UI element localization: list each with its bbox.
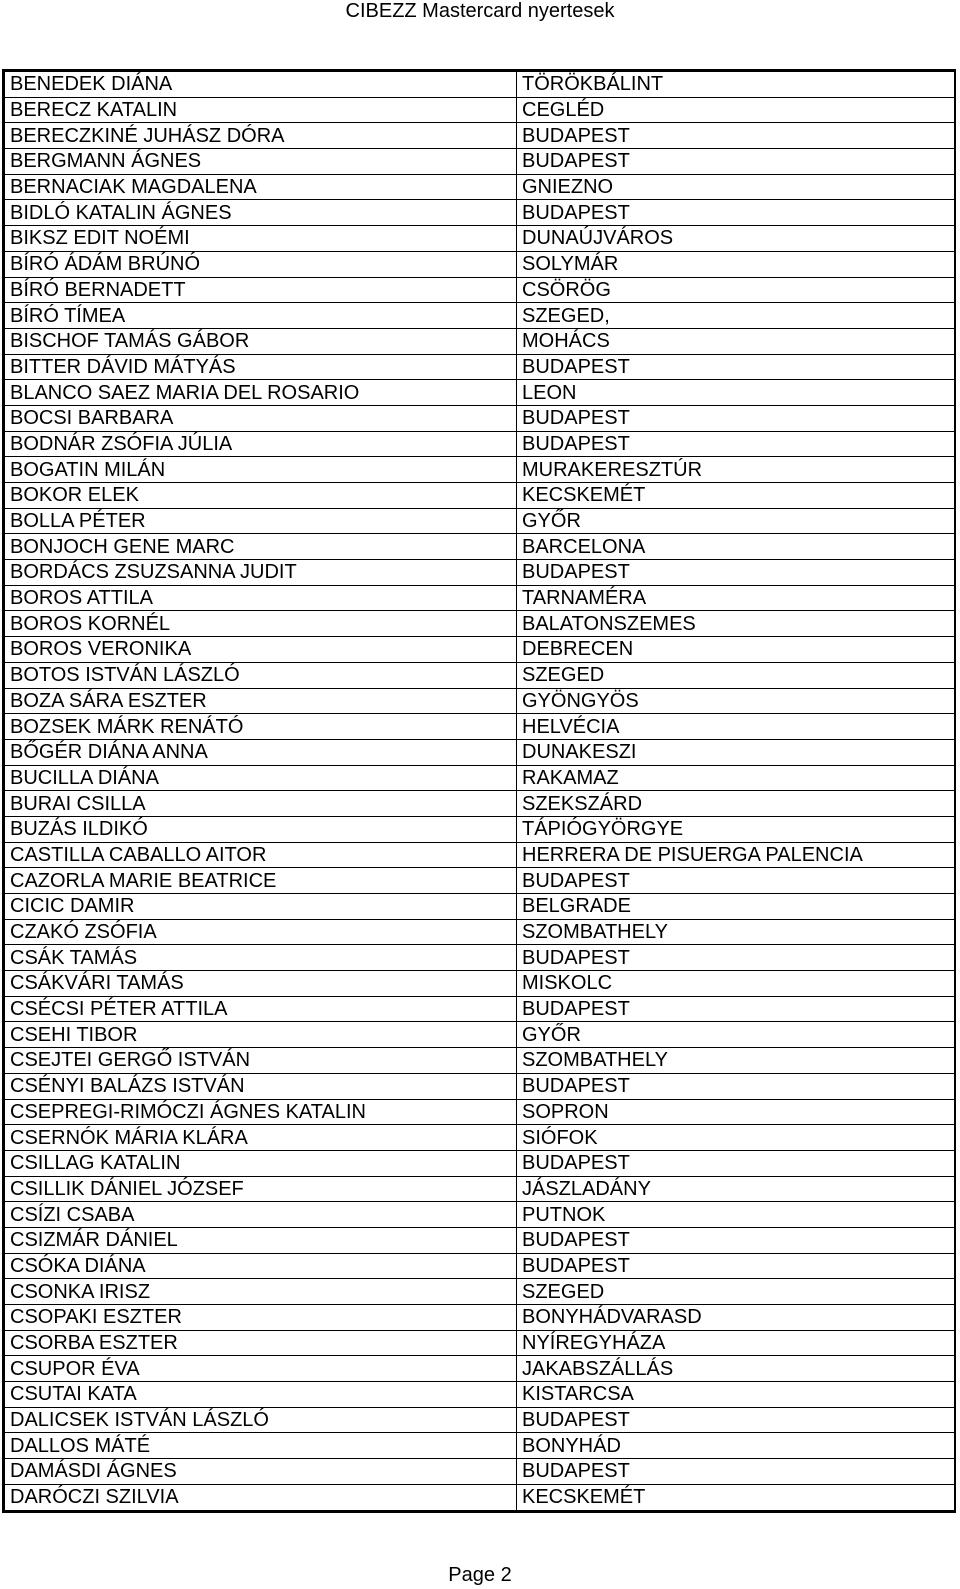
table-row [5,1227,955,1253]
winner-name-cell: CSONKA IRISZ [5,1279,517,1305]
winner-name-cell: BOKOR ELEK [5,483,517,509]
winner-name-cell: CSEPREGI-RIMÓCZI ÁGNES KATALIN [5,1099,517,1125]
winner-city-cell: BUDAPEST [517,354,955,380]
winner-name-cell: CSÓKA DIÁNA [5,1253,517,1279]
winner-city-cell: HERRERA DE PISUERGA PALENCIA [517,842,955,868]
winner-name-cell: BOCSI BARBARA [5,405,517,431]
winner-name-cell: BONJOCH GENE MARC [5,534,517,560]
winner-name-cell: BIDLÓ KATALIN ÁGNES [5,200,517,226]
table-row [5,585,955,611]
table-row [5,1073,955,1099]
winner-name-cell: BOROS ATTILA [5,585,517,611]
winner-city-cell: MISKOLC [517,971,955,997]
winner-name-cell: CSORBA ESZTER [5,1330,517,1356]
winner-city-cell: CEGLÉD [517,97,955,123]
winner-name-cell: CSUTAI KATA [5,1382,517,1408]
winner-city-cell: RAKAMAZ [517,765,955,791]
table-row [5,560,955,586]
table-row [5,1382,955,1408]
winner-name-cell: BENEDEK DIÁNA [5,72,517,98]
table-row [5,791,955,817]
page-number: Page 2 [448,1564,512,1586]
winner-city-cell: DUNAKESZI [517,739,955,765]
table-row [5,637,955,663]
table-row [5,945,955,971]
winner-name-cell: BODNÁR ZSÓFIA JÚLIA [5,431,517,457]
winner-city-cell: SZEGED [517,1279,955,1305]
table-row [5,919,955,945]
winner-city-cell: JAKABSZÁLLÁS [517,1356,955,1382]
winner-name-cell: BOROS VERONIKA [5,637,517,663]
winner-city-cell: NYÍREGYHÁZA [517,1330,955,1356]
winner-name-cell: CSEHI TIBOR [5,1022,517,1048]
winner-name-cell: BOZSEK MÁRK RENÁTÓ [5,714,517,740]
winner-name-cell: CSEJTEI GERGŐ ISTVÁN [5,1048,517,1074]
table-row [5,868,955,894]
table-row [5,1459,955,1485]
winner-name-cell: CICIC DAMIR [5,894,517,920]
winner-city-cell: LEON [517,380,955,406]
winner-city-cell: BARCELONA [517,534,955,560]
winner-name-cell: BLANCO SAEZ MARIA DEL ROSARIO [5,380,517,406]
winner-name-cell: BISCHOF TAMÁS GÁBOR [5,328,517,354]
table-row [5,714,955,740]
winner-city-cell: GYŐR [517,1022,955,1048]
table-row [5,1099,955,1125]
winner-city-cell: GYŐR [517,508,955,534]
winner-city-cell: BALATONSZEMES [517,611,955,637]
winner-city-cell: BELGRADE [517,894,955,920]
winner-city-cell: SZEGED [517,662,955,688]
winner-name-cell: DALLOS MÁTÉ [5,1433,517,1459]
winner-name-cell: CSÍZI CSABA [5,1202,517,1228]
winner-name-cell: DALICSEK ISTVÁN LÁSZLÓ [5,1407,517,1433]
winner-name-cell: BUZÁS ILDIKÓ [5,816,517,842]
winner-name-cell: BÍRÓ BERNADETT [5,277,517,303]
winner-city-cell: BUDAPEST [517,123,955,149]
table-row [5,842,955,868]
page-header [0,0,960,22]
table-row [5,380,955,406]
winner-name-cell: CSÁKVÁRI TAMÁS [5,971,517,997]
winner-name-cell: BURAI CSILLA [5,791,517,817]
table-row [5,1048,955,1074]
winner-city-cell: BUDAPEST [517,868,955,894]
winner-name-cell: CSUPOR ÉVA [5,1356,517,1382]
winner-name-cell: BITTER DÁVID MÁTYÁS [5,354,517,380]
winner-city-cell: TÁPIÓGYÖRGYE [517,816,955,842]
winner-name-cell: CZAKÓ ZSÓFIA [5,919,517,945]
table-row [5,765,955,791]
winner-city-cell: TARNAMÉRA [517,585,955,611]
table-row [5,328,955,354]
table-row [5,1356,955,1382]
winner-name-cell: BOGATIN MILÁN [5,457,517,483]
winner-city-cell: KECSKEMÉT [517,483,955,509]
winner-city-cell: TÖRÖKBÁLINT [517,72,955,98]
winner-city-cell: BUDAPEST [517,1150,955,1176]
table-row [5,1279,955,1305]
table-row [5,894,955,920]
winners-table [2,69,956,1513]
table-row [5,971,955,997]
table-row [5,1407,955,1433]
winner-name-cell: BERNACIAK MAGDALENA [5,174,517,200]
winner-city-cell: CSÖRÖG [517,277,955,303]
table-row [5,123,955,149]
winner-city-cell: BUDAPEST [517,1459,955,1485]
winner-name-cell: CAZORLA MARIE BEATRICE [5,868,517,894]
winner-city-cell: PUTNOK [517,1202,955,1228]
table-row [5,174,955,200]
table-row [5,1176,955,1202]
winner-name-cell: DARÓCZI SZILVIA [5,1484,517,1510]
winner-city-cell: SIÓFOK [517,1125,955,1151]
winner-name-cell: CSÉCSI PÉTER ATTILA [5,996,517,1022]
table-row [5,277,955,303]
winner-city-cell: BONYHÁD [517,1433,955,1459]
page-footer [0,1564,960,1586]
winner-city-cell: BUDAPEST [517,405,955,431]
table-row [5,97,955,123]
table-row [5,508,955,534]
winner-city-cell: KISTARCSA [517,1382,955,1408]
table-row [5,1305,955,1331]
winner-name-cell: BERGMANN ÁGNES [5,149,517,175]
winner-name-cell: BIKSZ EDIT NOÉMI [5,226,517,252]
table-row [5,431,955,457]
winner-city-cell: GYÖNGYÖS [517,688,955,714]
table-row [5,534,955,560]
table-row [5,1484,955,1510]
table-row [5,405,955,431]
winner-city-cell: SOPRON [517,1099,955,1125]
document-title: CIBEZZ Mastercard nyertesek [345,0,615,22]
winner-name-cell: BORDÁCS ZSUZSANNA JUDIT [5,560,517,586]
table-row [5,1253,955,1279]
winners-table-body [5,72,955,1511]
winner-name-cell: DAMÁSDI ÁGNES [5,1459,517,1485]
table-row [5,816,955,842]
table-row [5,354,955,380]
winner-city-cell: HELVÉCIA [517,714,955,740]
winner-city-cell: BUDAPEST [517,1407,955,1433]
winner-city-cell: DUNAÚJVÁROS [517,226,955,252]
table-row [5,996,955,1022]
table-row [5,200,955,226]
winner-city-cell: BUDAPEST [517,431,955,457]
table-row [5,739,955,765]
winner-name-cell: BERECZ KATALIN [5,97,517,123]
winner-city-cell: BONYHÁDVARASD [517,1305,955,1331]
winner-city-cell: BUDAPEST [517,1073,955,1099]
table-row [5,688,955,714]
winner-name-cell: CSERNÓK MÁRIA KLÁRA [5,1125,517,1151]
winner-city-cell: BUDAPEST [517,996,955,1022]
table-row [5,72,955,98]
winner-city-cell: BUDAPEST [517,200,955,226]
winner-name-cell: CSÁK TAMÁS [5,945,517,971]
winner-name-cell: CSIZMÁR DÁNIEL [5,1227,517,1253]
winner-name-cell: BÍRÓ TÍMEA [5,303,517,329]
winner-city-cell: SZOMBATHELY [517,1048,955,1074]
winner-city-cell: DEBRECEN [517,637,955,663]
winner-city-cell: MOHÁCS [517,328,955,354]
winner-name-cell: BOROS KORNÉL [5,611,517,637]
winner-name-cell: CSÉNYI BALÁZS ISTVÁN [5,1073,517,1099]
table-row [5,1330,955,1356]
table-row [5,149,955,175]
table-row [5,1022,955,1048]
table-row [5,303,955,329]
winner-name-cell: BŐGÉR DIÁNA ANNA [5,739,517,765]
winner-name-cell: BOZA SÁRA ESZTER [5,688,517,714]
winner-city-cell: GNIEZNO [517,174,955,200]
winner-name-cell: BOLLA PÉTER [5,508,517,534]
winner-city-cell: JÁSZLADÁNY [517,1176,955,1202]
winner-city-cell: BUDAPEST [517,945,955,971]
winner-city-cell: SZEGED, [517,303,955,329]
table-row [5,1150,955,1176]
winner-city-cell: BUDAPEST [517,1227,955,1253]
table-row [5,1433,955,1459]
winner-city-cell: BUDAPEST [517,1253,955,1279]
winner-city-cell: SOLYMÁR [517,251,955,277]
winner-name-cell: CASTILLA CABALLO AITOR [5,842,517,868]
table-row [5,457,955,483]
winner-city-cell: BUDAPEST [517,149,955,175]
winner-city-cell: BUDAPEST [517,560,955,586]
winner-name-cell: BUCILLA DIÁNA [5,765,517,791]
table-row [5,226,955,252]
winner-city-cell: MURAKERESZTÚR [517,457,955,483]
winner-name-cell: CSOPAKI ESZTER [5,1305,517,1331]
winner-city-cell: KECSKEMÉT [517,1484,955,1510]
table-row [5,1125,955,1151]
winner-city-cell: SZOMBATHELY [517,919,955,945]
table-row [5,483,955,509]
winner-name-cell: BERECZKINÉ JUHÁSZ DÓRA [5,123,517,149]
table-row [5,251,955,277]
winner-city-cell: SZEKSZÁRD [517,791,955,817]
table-row [5,1202,955,1228]
winner-name-cell: CSILLAG KATALIN [5,1150,517,1176]
winner-name-cell: BÍRÓ ÁDÁM BRÚNÓ [5,251,517,277]
winner-name-cell: CSILLIK DÁNIEL JÓZSEF [5,1176,517,1202]
table-row [5,662,955,688]
table-row [5,611,955,637]
winner-name-cell: BOTOS ISTVÁN LÁSZLÓ [5,662,517,688]
